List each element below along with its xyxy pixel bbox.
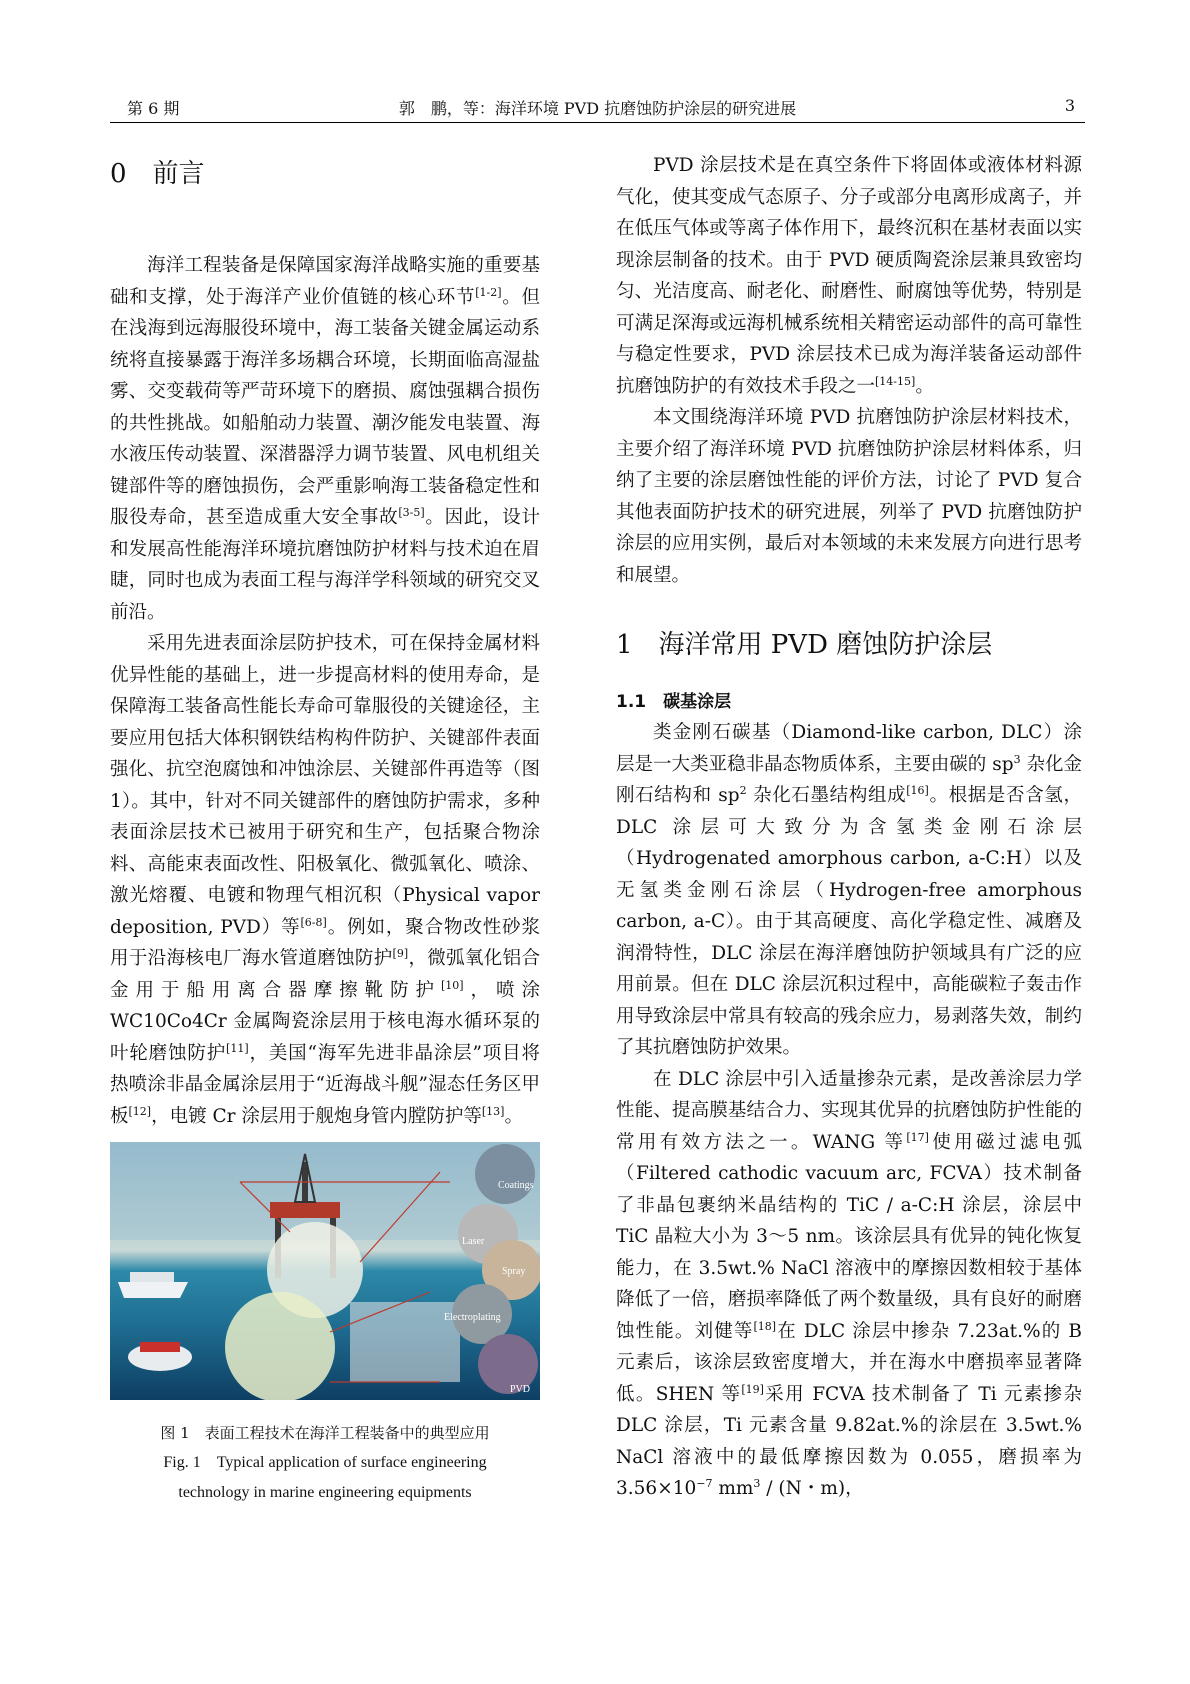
label-pvd: PVD [510,1384,531,1395]
scope-paragraph: 本文围绕海洋环境 PVD 抗磨蚀防护涂层材料技术，主要介绍了海洋环境 PVD 抗磨蚀防护涂层材料体系，归纳了主要的涂层磨蚀性能的评价方法，讨论了 PVD 复合其他表面防护技术的研究进展，列举了 PVD 抗磨蚀防护涂层的应用实例，最后对本领域的未来发展方向进行思考和展望。 [616,407,1082,586]
citation: [6-8] [300,915,327,929]
left-column [110,150,540,1508]
submersible-illustration [128,1342,192,1371]
intro-paragraph-1: 海洋工程装备是保障国家海洋战略实施的重要基础和支撑，处于海洋产业价值链的核心环节[1-2]。但在浅海到远海服役环境中，海工装备关键金属运动系统将直接暴露于海洋多场耦合环境，长期面临高湿盐雾、交变载荷等严苛环境下的磨损、腐蚀强耦合损伤的共性挑战。如船舶动力装置、潮汐能发电装置、海水液压传动装置、深潜器浮力调节装置、风电机组关键部件等的磨蚀损伤，会严重影响海工装备稳定性和服役寿命，甚至造成重大安全事故[3-5]。因此，设计和发展高性能海洋环境抗磨蚀防护材料与技术迫在眉睫，同时也成为表面工程与海洋学科领域的研究交叉前沿。 [110,255,540,623]
section-1-1-title: 1.1 碳基涂层 [616,692,732,712]
figure-caption-en-line1: Fig. 1 Typical application of surface engineering [163,1454,487,1471]
figure-caption-cn: 图 1 表面工程技术在海洋工程装备中的典型应用 [160,1424,490,1442]
dlc-paragraph: 类金刚石碳基（Diamond-like carbon, DLC）涂层是一大类亚稳非晶态物质体系，主要由碳的 $sp^3$ 杂化金刚石结构和 $sp^2$ 杂化石墨结构组成[16]。根据是否含氢，DLC 涂层可大致分为含氢类金刚石涂层（Hydrogenated amorphous carbon, a-C:H）以及无氢类金刚石涂层（Hydrogen-free amorphous carbon, a-C）。由于其高硬度、高化学稳定性、减磨及润滑特性，DLC 涂层在海洋磨蚀防护领域具有广泛的应用前景。但在 DLC 涂层沉积过程中，高能碳粒子轰击作用导致涂层中常具有较高的残余应力，易剥落失效，制约了其抗磨蚀防护效果。 [616,722,1082,1058]
right-column [616,150,1082,1505]
page-number: 3 [1064,96,1075,115]
running-header [110,92,1085,123]
figure-1-image [110,1142,540,1400]
citation: [9] [392,946,409,960]
label-electroplating: Electroplating [444,1312,501,1323]
ship-illustration [118,1272,188,1298]
pvd-intro-paragraph: PVD 涂层技术是在真空条件下将固体或液体材料源气化，使其变成气态原子、分子或部分电离形成离子，并在低压气体或等离子体作用下，最终沉积在基材表面以实现涂层制备的技术。由于 PVD 硬质陶瓷涂层兼具致密均匀、光洁度高、耐老化、耐磨性、耐腐蚀等优势，特别是可满足深海或远海机械系统相关精密运动部件的高可靠性与稳定性要求，PVD 涂层技术已成为海洋装备运动部件抗磨蚀防护的有效技术手段之一[14-15]。 [616,155,1082,397]
citation: [16] [906,783,929,797]
citation: [13] [481,1104,505,1118]
section-1-title: 1 海洋常用 PVD 磨蚀防护涂层 [616,630,993,660]
citation: [12] [128,1104,152,1118]
citation: [14-15] [875,374,916,388]
label-laser: Laser [462,1236,485,1247]
doping-paragraph: 在 DLC 涂层中引入适量掺杂元素，是改善涂层力学性能、提高膜基结合力、实现其优异的抗磨蚀防护性能的常用有效方法之一。WANG 等[17]使用磁过滤电弧（Filtered cathodic vacuum arc, FCVA）技术制备了非晶包裹纳米晶结构的 TiC / a-C:H 涂层，涂层中 TiC 晶粒大小为 3～5 nm。该涂层具有优异的钝化恢复能力，在 3.5wt.% NaCl 溶液中的摩擦因数相较于基体降低了一倍，磨损率降低了两个数量级，具有良好的耐磨蚀性能。刘健等[18]在 DLC 涂层中掺杂 7.23at.%的 B 元素后，该涂层致密度增大，并在海水中磨损率显著降低。SHEN 等[19]采用 FCVA 技术制备了 Ti 元素掺杂 DLC 涂层，Ti 元素含量 9.82at.%的涂层在 3.5wt.% NaCl 溶液中的最低摩擦因数为 0.055，磨损率为 $3.56\times 10^{-7}$ $mm^3 / (N$・m)， [616,1068,1082,1499]
component-circle-lower [225,1292,335,1400]
citation: [3-5] [398,505,425,519]
section-0-title: 0 前言 [110,159,205,189]
running-title: 郭 鹏，等：海洋环境 PVD 抗磨蚀防护涂层的研究进展 [398,99,797,118]
issue-number: 第 6 期 [127,99,180,118]
citation: [10] [441,978,464,992]
intro-paragraph-2: 采用先进表面涂层防护技术，可在保持金属材料优异性能的基础上，进一步提高材料的使用寿命，是保障海工装备高性能长寿命可靠服役的关键途径，主要应用包括大体积钢铁结构构件防护、关键部件表面强化、抗空泡腐蚀和冲蚀涂层、关键部件再造等（图 1）。其中，针对不同关键部件的磨蚀防护需求，多种表面涂层技术已被用于研究和生产，包括聚合物涂料、高能束表面改性、阳极氧化、微弧氧化、喷涂、激光熔覆、电镀和物理气相沉积（Physical vapor deposition, PVD）等[6-8]。例如，聚合物改性砂浆用于沿海核电厂海水管道磨蚀防护[9]，微弧氧化铝合金用于船用离合器摩擦靴防护[10]，喷涂 WC10Co4Cr 金属陶瓷涂层用于核电海水循环泵的叶轮磨蚀防护[11]，美国“海军先进非晶涂层”项目将热喷涂非晶金属涂层用于“近海战斗舰”湿态任务区甲板[12]，电镀 Cr 涂层用于舰炮身管内膛防护等[13]。 [110,633,540,1127]
label-spray: Spray [502,1266,526,1277]
citation: [17] [906,1130,929,1144]
citation: [19] [741,1382,764,1396]
label-coatings: Coatings [498,1180,534,1191]
figure-caption-en-line2: technology in marine engineering equipments [178,1484,472,1501]
citation: [18] [753,1319,777,1333]
citation: [11] [226,1041,249,1055]
citation: [1-2] [475,285,502,299]
